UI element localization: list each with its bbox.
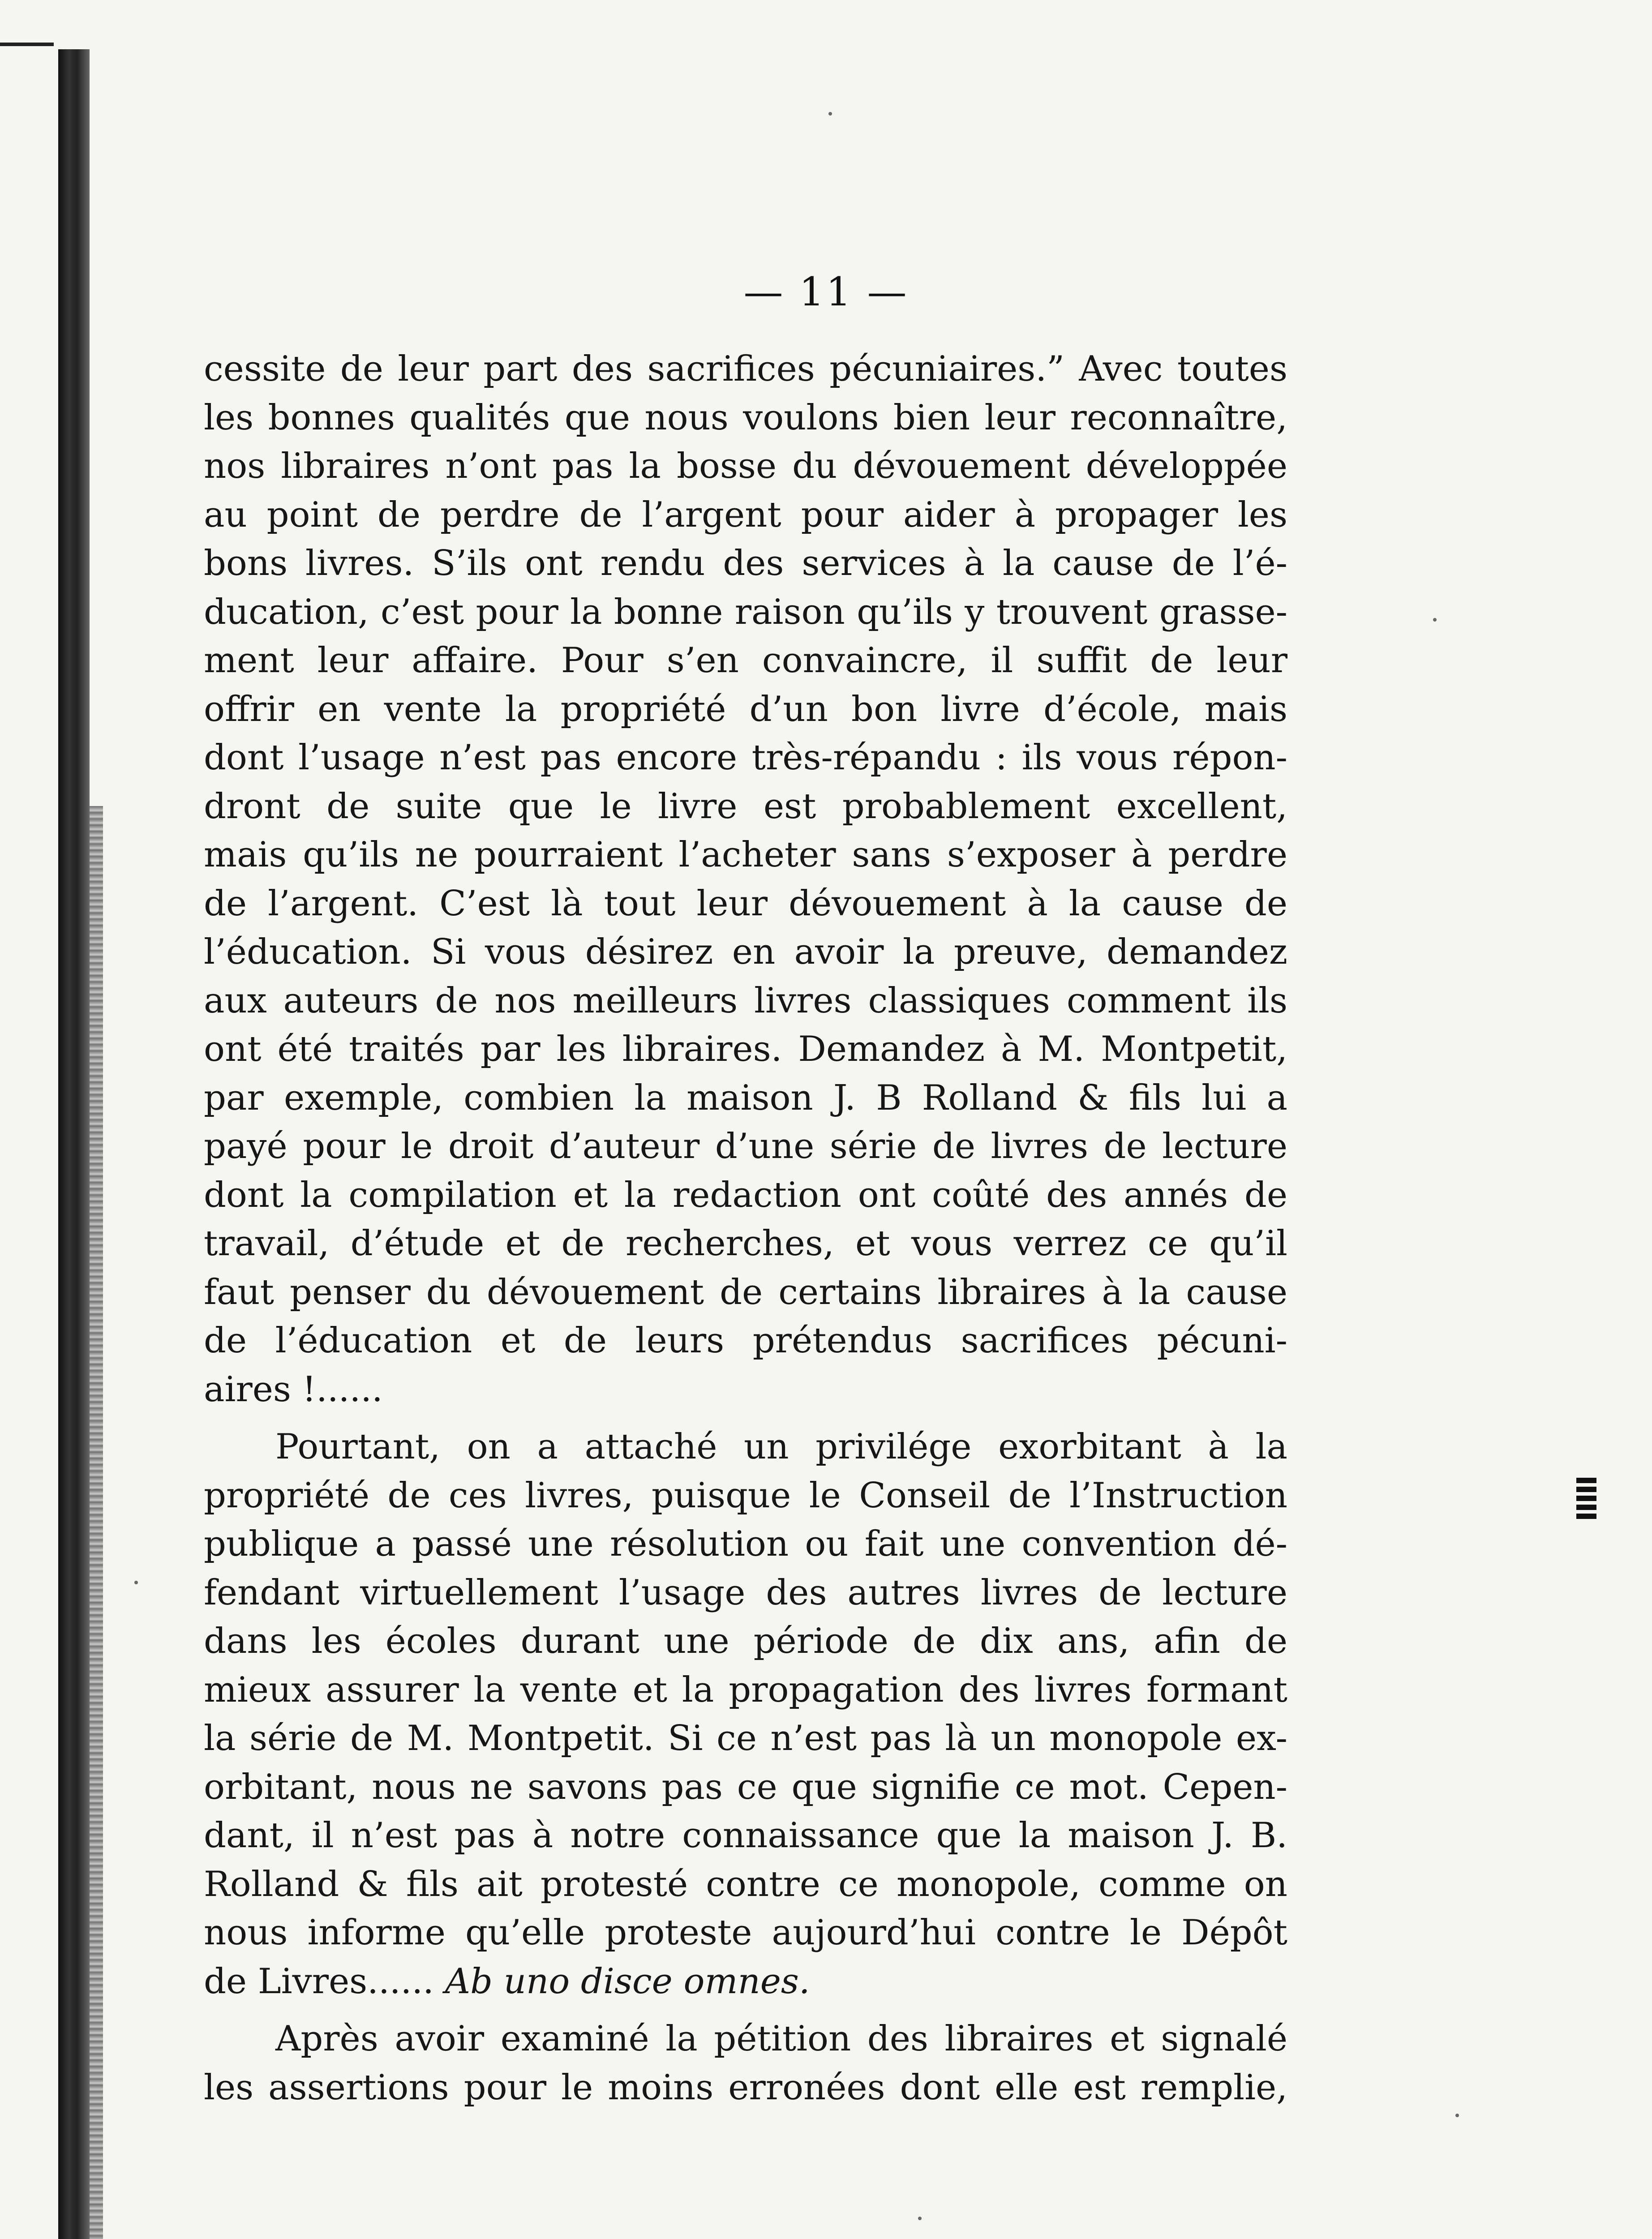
text-line: payé pour le droit d’auteur d’une série de livres de lecture [204, 1126, 1287, 1167]
text-line: dont la compilation et la redaction ont coûté des annés de [204, 1175, 1287, 1215]
margin-ink-mark [1576, 1478, 1596, 1520]
text-line: dant, il n’est pas à notre connaissance que la maison J. B. [204, 1815, 1287, 1856]
binding-edge-texture [90, 806, 103, 2239]
text-line: dans les écoles durant une période de dix ans, afin de [204, 1621, 1287, 1661]
text-line: par exemple, combien la maison J. B Rolland & fils lui a [204, 1077, 1287, 1118]
text-line: Après avoir examiné la pétition des libraires et signalé [275, 2019, 1287, 2059]
text-line: de l’argent. C’est là tout leur dévouement à la cause de [204, 883, 1287, 924]
text-line: mais qu’ils ne pourraient l’acheter sans s’exposer à perdre [204, 835, 1287, 875]
text-line: nous informe qu’elle proteste aujourd’hui contre le Dépôt [204, 1913, 1287, 1953]
text-line: cessite de leur part des sacrifices pécuniaires.” Avec toutes [204, 349, 1287, 389]
text-line: ment leur affaire. Pour s’en convaincre, il suffit de leur [204, 640, 1287, 681]
paragraph [204, 1423, 1287, 2006]
text-line: publique a passé une résolution ou fait une convention dé- [204, 1524, 1287, 1564]
text-line: la série de M. Montpetit. Si ce n’est pas là un monopole ex- [204, 1718, 1287, 1759]
text-line: nos libraires n’ont pas la bosse du dévouement développée [204, 446, 1287, 486]
ink-speck [828, 112, 832, 116]
ink-speck [134, 1581, 138, 1584]
text-line: propriété de ces livres, puisque le Conseil de l’Instruction [204, 1475, 1287, 1516]
text-line: aires !...... [204, 1369, 383, 1410]
ink-speck [1455, 2114, 1459, 2117]
ink-speck [918, 2217, 922, 2220]
text-line: bons livres. S’ils ont rendu des services à la cause de l’é- [204, 543, 1287, 583]
text-line: offrir en vente la propriété d’un bon livre d’école, mais [204, 689, 1287, 729]
text-line: ont été traités par les libraires. Demandez à M. Montpetit, [204, 1029, 1287, 1069]
paragraph [204, 2015, 1287, 2112]
text-line: aux auteurs de nos meilleurs livres classiques comment ils [204, 980, 1287, 1021]
latin-quote: Ab uno disce omnes. [445, 1961, 810, 2002]
text-line: orbitant, nous ne savons pas ce que signifie ce mot. Cepen- [204, 1767, 1287, 1807]
text-line: dont l’usage n’est pas encore très-répandu : ils vous répon- [204, 738, 1287, 778]
text-line: de l’éducation et de leurs prétendus sacrifices pécuni- [204, 1321, 1287, 1361]
text-line: ducation, c’est pour la bonne raison qu’ils y trouvent grasse- [204, 592, 1287, 632]
text-line: dront de suite que le livre est probablement excellent, [204, 786, 1287, 827]
body-text [204, 345, 1287, 2112]
text-line: les bonnes qualités que nous voulons bien leur reconnaître, [204, 397, 1287, 438]
text-line: mieux assurer la vente et la propagation des livres formant [204, 1669, 1287, 1710]
text-line-plain: de Livres...... [204, 1961, 445, 2002]
text-line [204, 1957, 1287, 2006]
text-line: travail, d’étude et de recherches, et vous verrez ce qu’il [204, 1223, 1287, 1264]
paragraph [204, 345, 1287, 1414]
text-line: les assertions pour le moins erronées dont elle est remplie, [204, 2067, 1287, 2108]
page-number: — 11 — [743, 269, 909, 315]
text-line: l’éducation. Si vous désirez en avoir la preuve, demandez [204, 932, 1287, 972]
text-line: au point de perdre de l’argent pour aider à propager les [204, 494, 1287, 535]
scan-edge-mark [0, 43, 54, 46]
text-line: fendant virtuellement l’usage des autres livres de lecture [204, 1572, 1287, 1613]
text-line: Rolland & fils ait protesté contre ce monopole, comme on [204, 1864, 1287, 1904]
text-line: faut penser du dévouement de certains libraires à la cause [204, 1272, 1287, 1313]
text-line: Pourtant, on a attaché un privilége exorbitant à la [275, 1427, 1287, 1467]
binding-shadow [58, 49, 90, 2239]
ink-speck [1433, 618, 1437, 622]
